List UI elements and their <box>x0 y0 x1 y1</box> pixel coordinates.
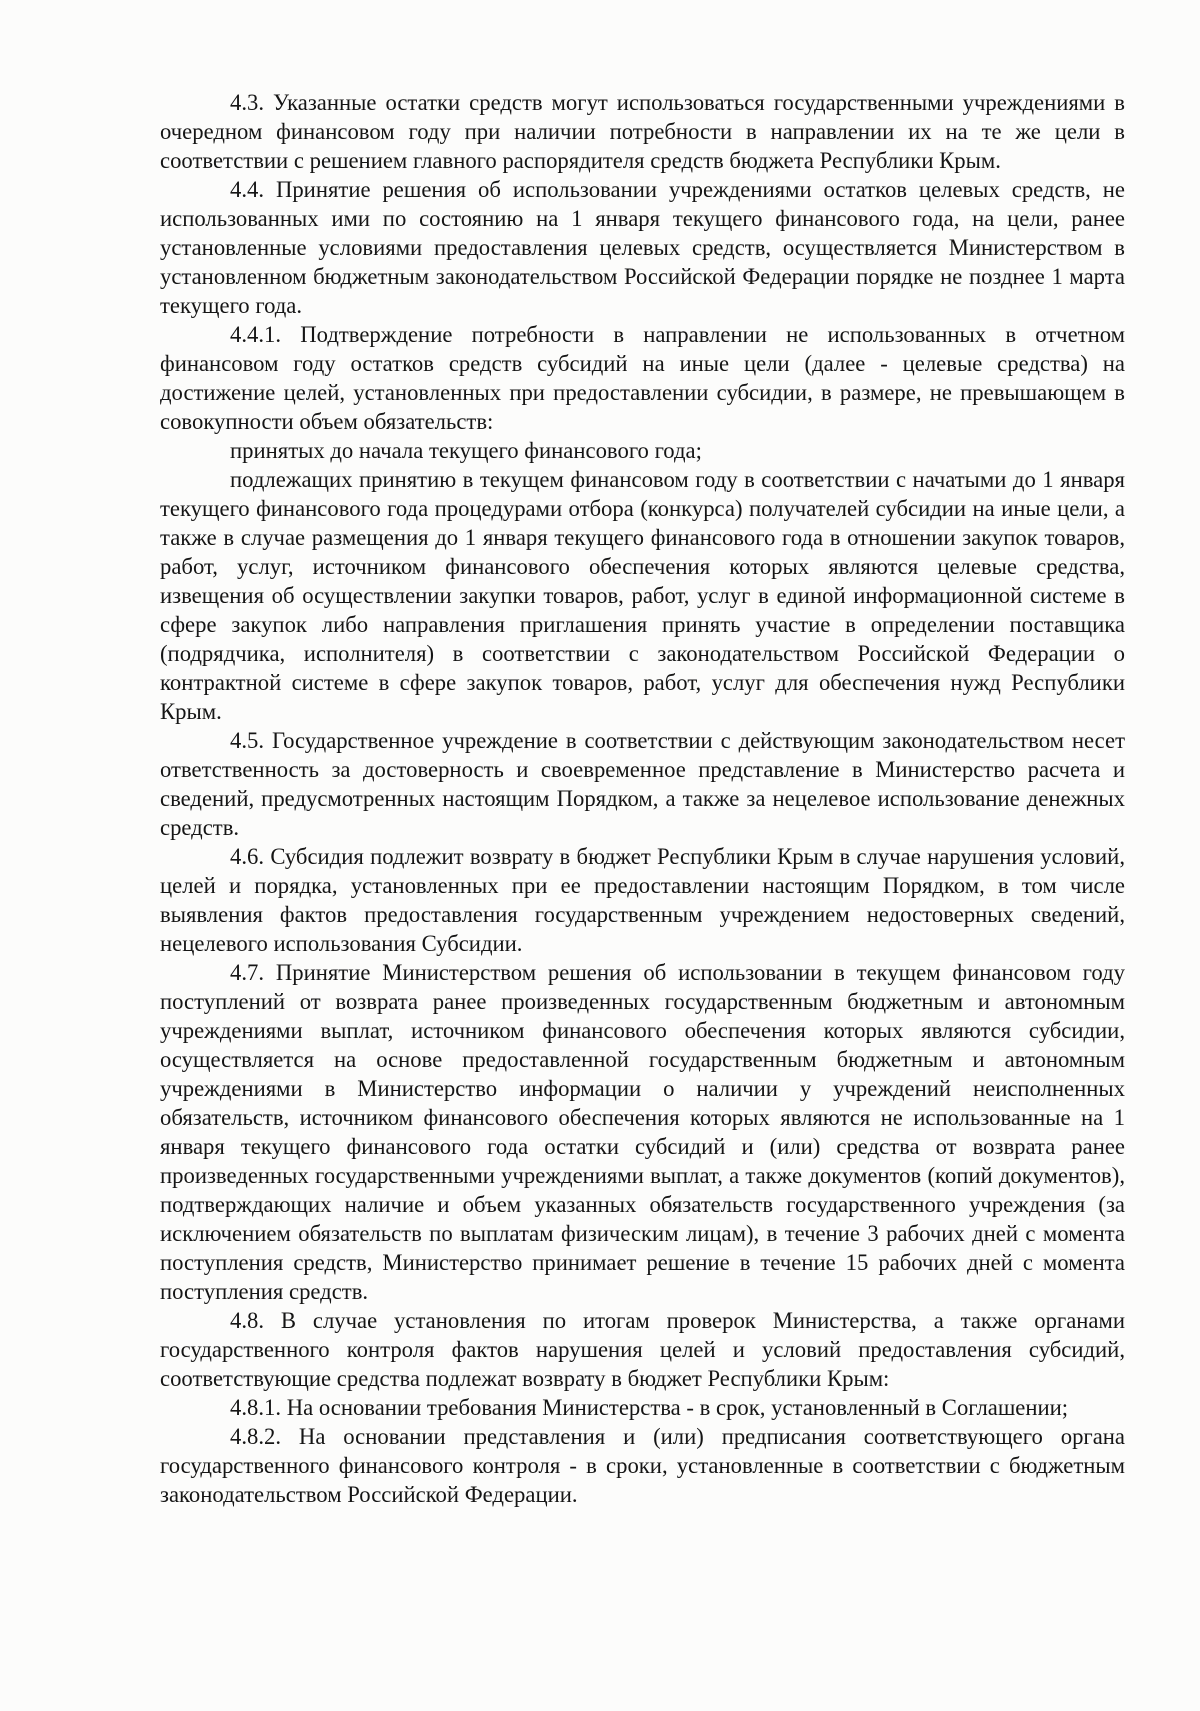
paragraph-4-8-1: 4.8.1. На основании требования Министерства - в срок, установленный в Соглашении; <box>230 1395 1069 1420</box>
paragraph-4-4-1: 4.4.1. Подтверждение потребности в направлении не использованных в отчетном финансовом году остатков средств субсидий на иные цели (далее - целевые средства) на достижение целей, установленных при предоставлении субсидии, в размере, не превышающем в совокупности объем обязательств: <box>160 322 1125 434</box>
paragraph-list-item-2: подлежащих принятию в текущем финансовом году в соответствии с начатыми до 1 января текущего финансового года процедурами отбора (конкурса) получателей субсидии на иные цели, а также в случае размещения до 1 января текущего финансового года в отношении закупок товаров, работ, услуг, источником финансового обеспечения которых являются целевые средства, извещения об осуществлении закупки товаров, работ, услуг в единой информационной системе в сфере закупок либо направления приглашения принять участие в определении поставщика (подрядчика, исполнителя) в соответствии с законодательством Российской Федерации о контрактной системе в сфере закупок товаров, работ, услуг для обеспечения нужд Республики Крым. <box>160 467 1125 724</box>
paragraph-4-8-2: 4.8.2. На основании представления и (или) предписания соответствующего органа государственного финансового контроля - в сроки, установленные в соответствии с бюджетным законодательством Российской Федерации. <box>160 1424 1125 1507</box>
paragraph-4-7: 4.7. Принятие Министерством решения об использовании в текущем финансовом году поступлений от возврата ранее произведенных государственным бюджетным и автономным учреждениями выплат, источником финансового обеспечения которых являются субсидии, осуществляется на основе предоставленной государственным бюджетным и автономным учреждениями в Министерство информации о наличии у учреждений неисполненных обязательств, источником финансового обеспечения которых являются не использованные на 1 января текущего финансового года остатки субсидий и (или) средства от возврата ранее произведенных государственными учреждениями выплат, а также документов (копий документов), подтверждающих наличие и объем указанных обязательств государственного учреждения (за исключением обязательств по выплатам физическим лицам), в течение 3 рабочих дней с момента поступления средств, Министерство принимает решение в течение 15 рабочих дней с момента поступления средств. <box>160 960 1125 1304</box>
document-body <box>160 88 1125 1509</box>
paragraph-list-item-1: принятых до начала текущего финансового года; <box>230 438 702 463</box>
paragraph-4-4: 4.4. Принятие решения об использовании учреждениями остатков целевых средств, не использованных ими по состоянию на 1 января текущего финансового года, на цели, ранее установленные условиями предоставления целевых средств, осуществляется Министерством в установленном бюджетным законодательством Российской Федерации порядке не позднее 1 марта текущего года. <box>160 177 1125 318</box>
paragraph-4-6: 4.6. Субсидия подлежит возврату в бюджет Республики Крым в случае нарушения условий, целей и порядка, установленных при ее предоставлении настоящим Порядком, в том числе выявления фактов предоставления государственным учреждением недостоверных сведений, нецелевого использования Субсидии. <box>160 844 1125 956</box>
paragraph-4-3: 4.3. Указанные остатки средств могут использоваться государственными учреждениями в очередном финансовом году при наличии потребности в направлении их на те же цели в соответствии с решением главного распорядителя средств бюджета Республики Крым. <box>160 90 1125 173</box>
paragraph-4-5: 4.5. Государственное учреждение в соответствии с действующим законодательством несет ответственность за достоверность и своевременное представление в Министерство расчета и сведений, предусмотренных настоящим Порядком, а также за нецелевое использование денежных средств. <box>160 728 1125 840</box>
paragraph-4-8: 4.8. В случае установления по итогам проверок Министерства, а также органами государственного контроля фактов нарушения целей и условий предоставления субсидий, соответствующие средства подлежат возврату в бюджет Республики Крым: <box>160 1308 1125 1391</box>
